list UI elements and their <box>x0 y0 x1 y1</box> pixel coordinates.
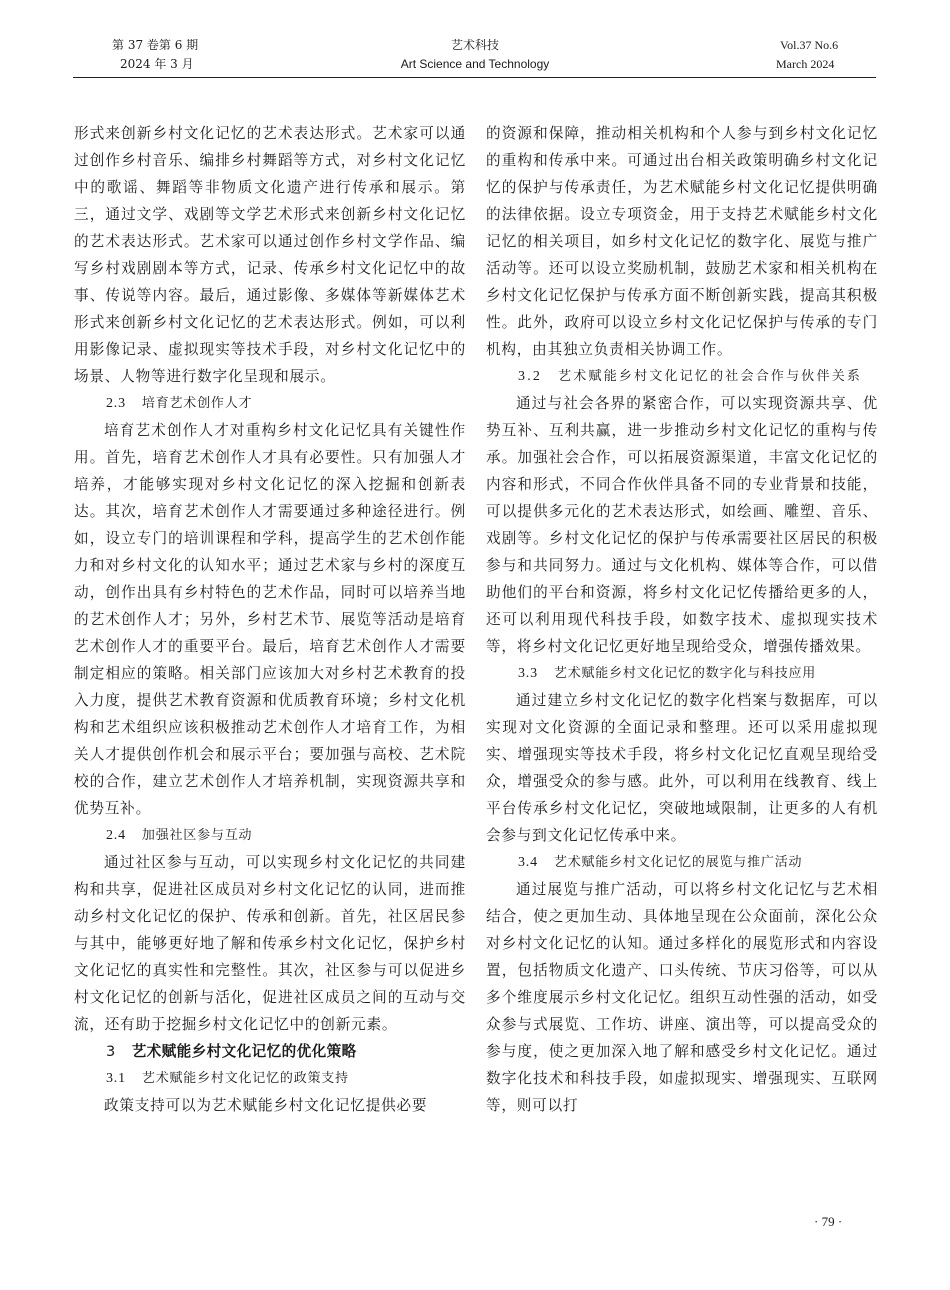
body-paragraph: 通过社区参与互动，可以实现乡村文化记忆的共同建构和共享，促进社区成员对乡村文化记忆的认同，进而推动乡村文化记忆的保护、传承和创新。首先，社区居民参与其中，能够更好地了解和传承乡村文化记忆，保护乡村文化记忆的真实性和完整性。其次，社区参与可以促进乡村文化记忆的创新与活化，促进社区成员之间的互动与交流，还有助于挖掘乡村文化记忆中的创新元素。 <box>74 854 466 1033</box>
right-column <box>486 120 878 1119</box>
section-number: 3.2 <box>518 369 543 384</box>
section-heading-3-1 <box>74 1065 466 1092</box>
page-number: · 79 · <box>814 1214 843 1229</box>
section-heading-3-2 <box>486 363 878 390</box>
section-title: 加强社区参与互动 <box>141 828 253 843</box>
section-heading-2-4 <box>74 822 466 849</box>
body-paragraph: 通过与社会各界的紧密合作，可以实现资源共享、优势互补、互利共赢，进一步推动乡村文化记忆的重构与传承。加强社会合作，可以拓展资源渠道，丰富文化记忆的内容和形式，不同合作伙伴具备不同的专业背景和技能，可以提供多元化的艺术表达形式，如绘画、雕塑、音乐、戏剧等。乡村文化记忆的保护与传承需要社区居民的积极参与和共同努力。通过与文化机构、媒体等合作，可以借助他们的平台和资源，将乡村文化记忆传播给更多的人，还可以利用现代科技手段，如数字技术、虚拟现实技术等，将乡村文化记忆更好地呈现给受众，增强传播效果。 <box>486 395 878 655</box>
journal-title-en: Art Science and Technology <box>400 57 550 71</box>
journal-volume-en <box>776 36 838 74</box>
section-heading-3-4 <box>486 849 878 876</box>
section-number: 3.4 <box>518 855 538 870</box>
date-cn: 2024 年 3 月 <box>120 57 194 71</box>
body-paragraph: 政策支持可以为艺术赋能乡村文化记忆提供必要 <box>104 1097 428 1114</box>
body-paragraph: 培育艺术创作人才对重构乡村文化记忆具有关键性作用。首先，培育艺术创作人才具有必要性。只有加强人才培养，才能够实现对乡村文化记忆的深入挖掘和创新表达。其次，培育艺术创作人才需要通过多种途径进行。例如，设立专门的培训课程和学科，提高学生的艺术创作能力和对乡村文化的认知水平；通过艺术家与乡村的深度互动，创作出具有乡村特色的艺术作品，同时可以培养当地的艺术创作人才；另外，乡村艺术节、展览等活动是培育艺术创作人才的重要平台。最后，培育艺术创作人才需要制定相应的策略。相关部门应该加大对乡村艺术教育的投入力度，提供艺术教育资源和优质教育环境；乡村文化机构和艺术组织应该积极推动艺术创作人才培育工作，为相关人才提供创作机会和展示平台；要加强与高校、艺术院校的合作，建立艺术创作人才培养机制，实现资源共享和优势互补。 <box>74 422 466 817</box>
body-paragraph: 通过展览与推广活动，可以将乡村文化记忆与艺术相结合，使之更加生动、具体地呈现在公众面前，深化公众对乡村文化记忆的认知。通过多样化的展览形式和内容设置，包括物质文化遗产、口头传统、节庆习俗等，可以从多个维度展示乡村文化记忆。组织互动性强的活动，如受众参与式展览、工作坊、讲座、演出等，可以提高受众的参与度，使之更加深入地了解和感受乡村文化记忆。通过数字化技术和科技手段，如虚拟现实、增强现实、互联网等，则可以打 <box>486 881 878 1114</box>
section-title: 艺术赋能乡村文化记忆的数字化与科技应用 <box>553 666 817 681</box>
section-number: 2.4 <box>106 828 126 843</box>
section-title: 艺术赋能乡村文化记忆的社会合作与伙伴关系 <box>558 369 863 384</box>
section-title: 艺术赋能乡村文化记忆的优化策略 <box>131 1043 357 1060</box>
section-number: 2.3 <box>106 396 126 411</box>
body-paragraph: 通过建立乡村文化记忆的数字化档案与数据库，可以实现对文化资源的全面记录和整理。还可以采用虚拟现实、增强现实等技术手段，将乡村文化记忆直观呈现给受众，增强受众的参与感。此外，可以利用在线教育、线上平台传承乡村文化记忆，突破地域限制，让更多的人有机会参与到文化记忆传承中来。 <box>486 692 878 844</box>
left-column <box>74 120 466 1119</box>
section-heading-3-3 <box>486 660 878 687</box>
section-title: 艺术赋能乡村文化记忆的展览与推广活动 <box>553 855 803 870</box>
body-paragraph: 的资源和保障，推动相关机构和个人参与到乡村文化记忆的重构和传承中来。可通过出台相关政策明确乡村文化记忆的保护与传承责任，为艺术赋能乡村文化记忆提供明确的法律依据。设立专项资金，用于支持艺术赋能乡村文化记忆的相关项目，如乡村文化记忆的数字化、展览与推广活动等。还可以设立奖励机制，鼓励艺术家和相关机构在乡村文化记忆保护与传承方面不断创新实践，提高其积极性。此外，政府可以设立乡村文化记忆保护与传承的专门机构，由其独立负责相关协调工作。 <box>486 125 878 358</box>
volume-issue-en: Vol.37 No.6 <box>780 38 839 52</box>
section-heading-2-3 <box>74 390 466 417</box>
section-number: 3.3 <box>518 666 538 681</box>
body-paragraph: 形式来创新乡村文化记忆的艺术表达形式。艺术家可以通过创作乡村音乐、编排乡村舞蹈等方式，对乡村文化记忆中的歌谣、舞蹈等非物质文化遗产进行传承和展示。第三，通过文学、戏剧等文学艺术形式来创新乡村文化记忆的艺术表达形式。艺术家可以通过创作乡村文学作品、编写乡村戏剧剧本等方式，记录、传承乡村文化记忆中的故事、传说等内容。最后，通过影像、多媒体等新媒体艺术形式来创新乡村文化记忆的艺术表达形式。例如，可以利用影像记录、虚拟现实等技术手段，对乡村文化记忆中的场景、人物等进行数字化呈现和展示。 <box>74 125 466 385</box>
section-number: 3 <box>106 1043 116 1060</box>
section-title: 艺术赋能乡村文化记忆的政策支持 <box>141 1071 349 1086</box>
running-header <box>0 0 950 80</box>
section-heading-3 <box>74 1038 466 1065</box>
section-title: 培育艺术创作人才 <box>141 396 253 411</box>
volume-issue-cn: 第 37 卷第 6 期 <box>112 38 199 52</box>
header-rule <box>73 77 876 78</box>
journal-title-cn: 艺术科技 <box>450 38 499 52</box>
section-number: 3.1 <box>106 1071 126 1086</box>
date-en: March 2024 <box>776 57 835 71</box>
